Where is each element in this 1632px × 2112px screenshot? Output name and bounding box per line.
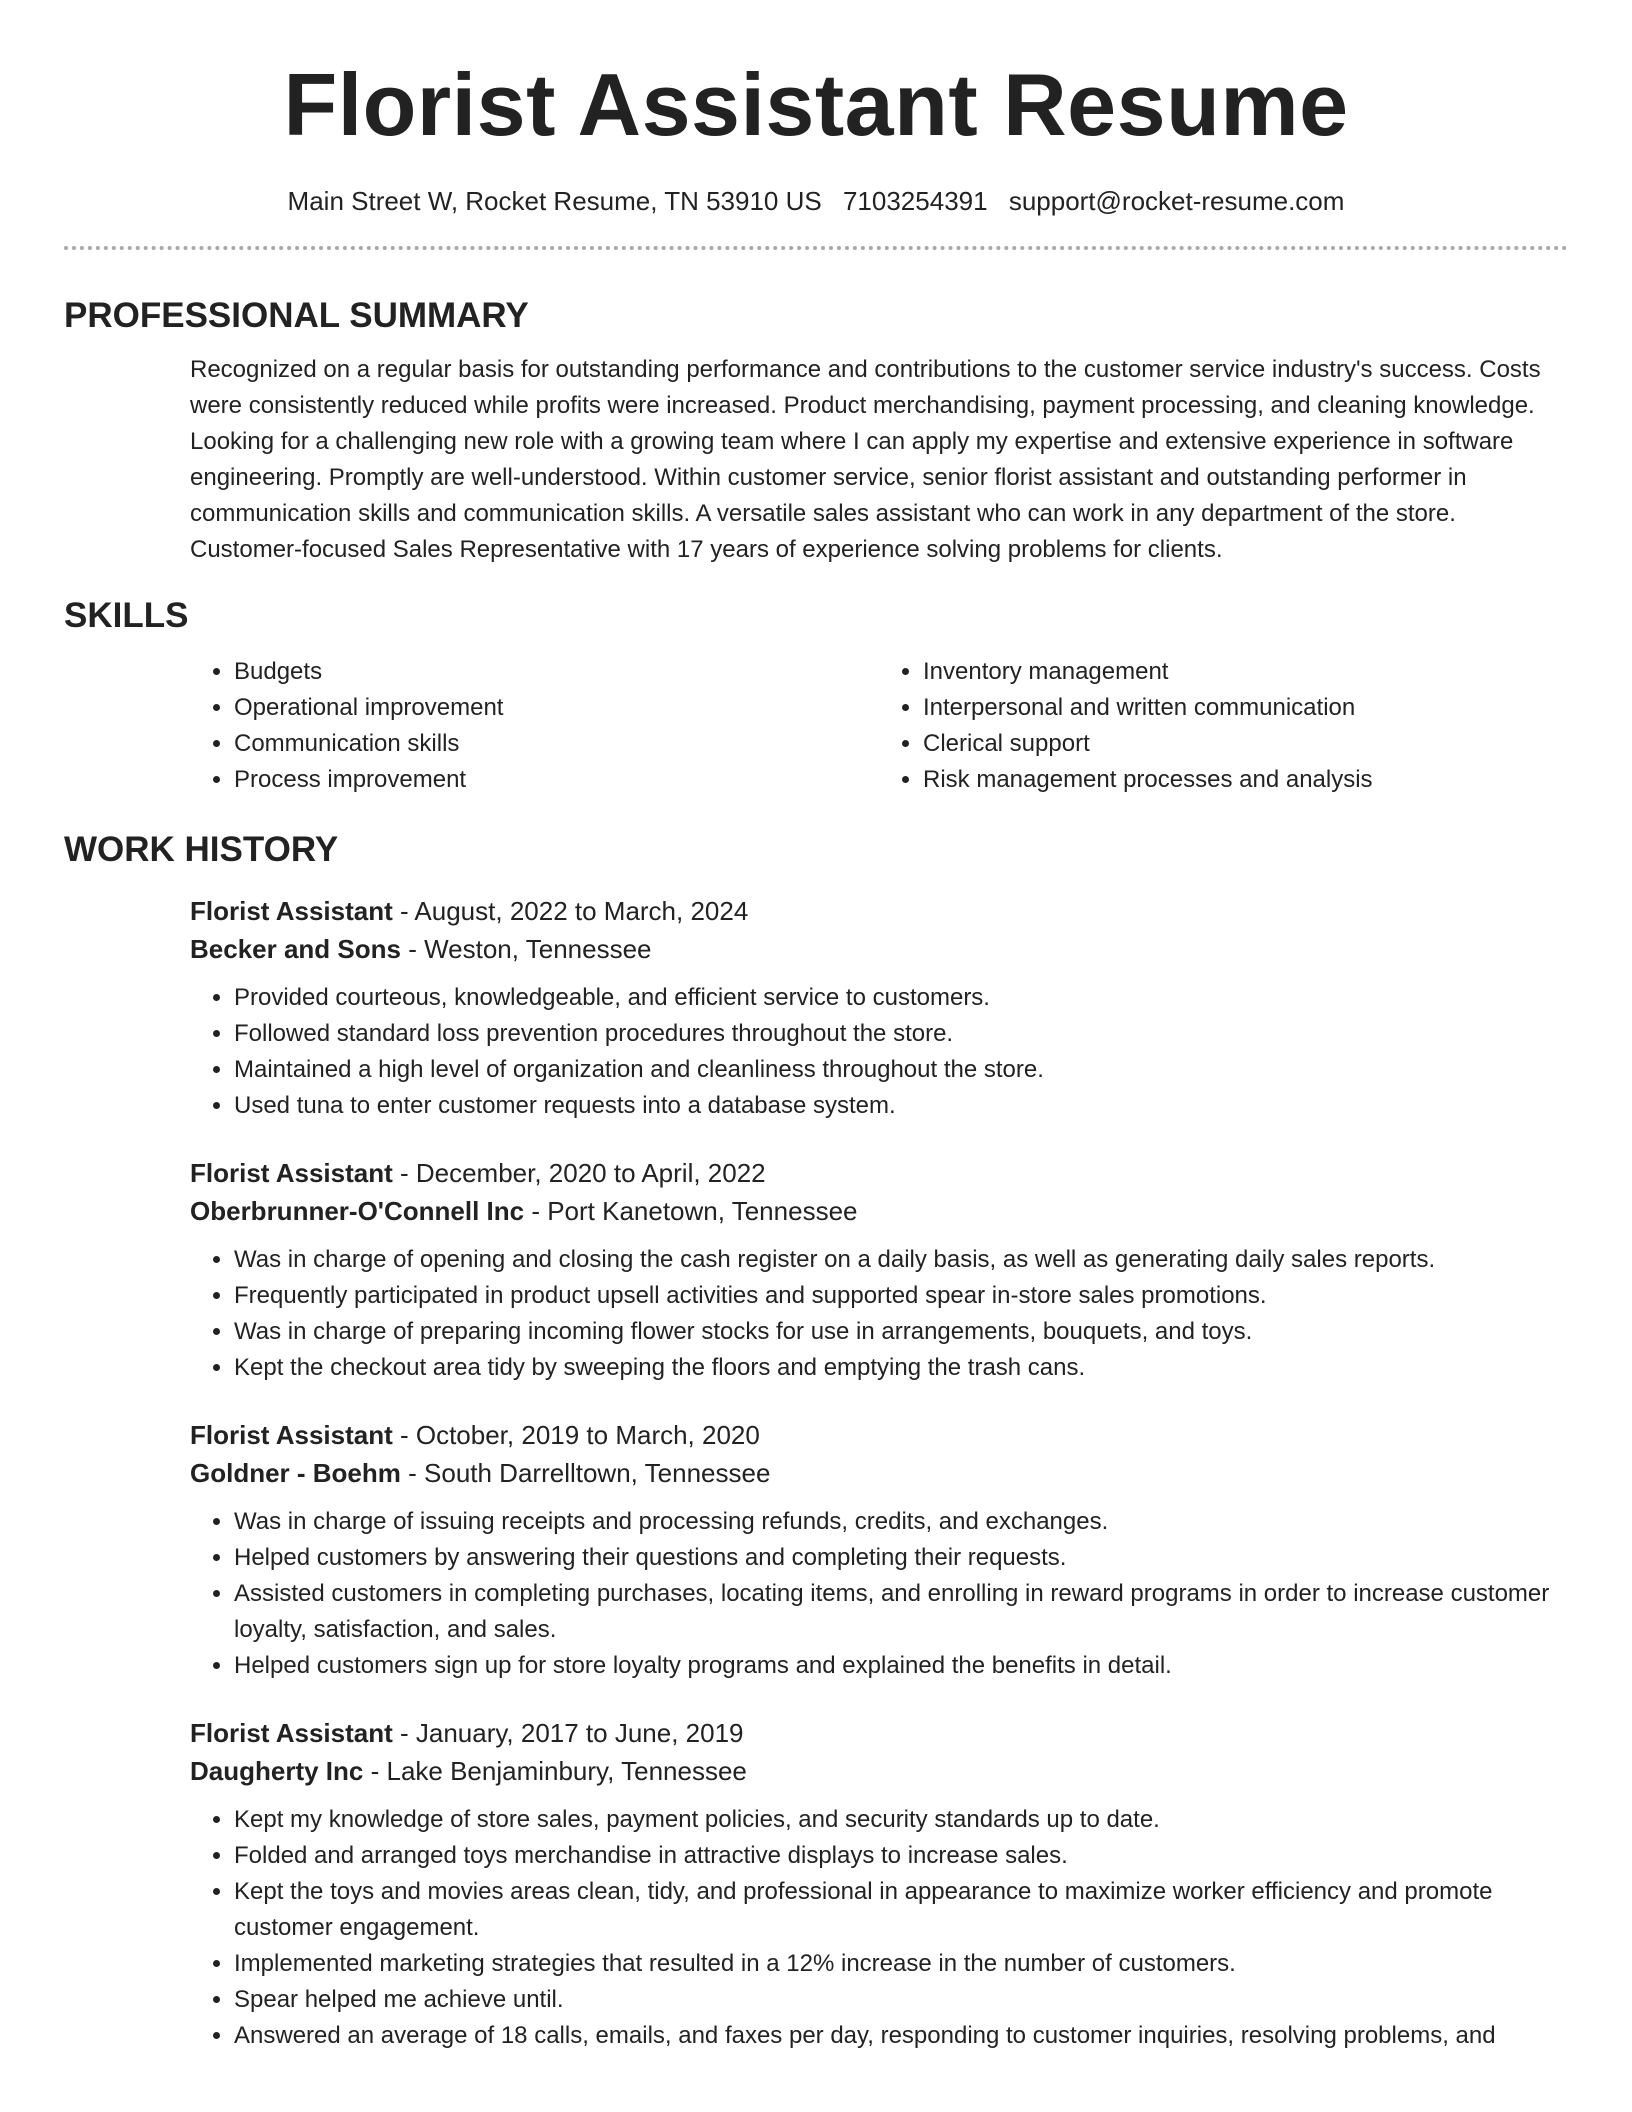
job-dates: - October, 2019 to March, 2020	[392, 1420, 760, 1450]
work-history-section	[64, 892, 1568, 2054]
contact-email: support@rocket-resume.com	[1008, 186, 1345, 216]
duty-item: • Was in charge of preparing incoming flower stocks for use in arrangements, bouquets, and toys.	[234, 1314, 1568, 1350]
job-duties	[190, 1504, 1568, 1684]
job-title-line	[190, 892, 1568, 930]
job-title-line	[190, 1714, 1568, 1752]
job-location: - Weston, Tennessee	[400, 934, 652, 964]
duty-item: • Helped customers sign up for store loyalty programs and explained the benefits in detail.	[234, 1648, 1568, 1684]
skill-item: • Operational improvement	[234, 690, 879, 726]
job-dates: - January, 2017 to June, 2019	[392, 1718, 744, 1748]
duty-item: • Maintained a high level of organization and cleanliness throughout the store.	[234, 1052, 1568, 1088]
duty-item: • Kept the toys and movies areas clean, tidy, and professional in appearance to maximize worker efficiency and promote customer engagement.	[234, 1874, 1568, 1946]
skills-grid	[190, 654, 1568, 798]
skill-item: • Inventory management	[923, 654, 1568, 690]
job-company-line	[190, 1454, 1568, 1492]
duty-item: • Implemented marketing strategies that resulted in a 12% increase in the number of customers.	[234, 1946, 1568, 1982]
duty-item: • Answered an average of 18 calls, emails, and faxes per day, responding to customer inquiries, resolving problems, and	[234, 2018, 1568, 2054]
contact-phone: 7103254391	[842, 186, 988, 216]
contact-address: Main Street W, Rocket Resume, TN 53910 US	[287, 186, 822, 216]
summary-heading: PROFESSIONAL SUMMARY	[64, 296, 529, 335]
job-company: Daugherty Inc	[190, 1756, 364, 1786]
contact-line	[64, 184, 1568, 218]
skill-item: • Communication skills	[234, 726, 879, 762]
job-dates: - December, 2020 to April, 2022	[392, 1158, 766, 1188]
duty-item: • Assisted customers in completing purchases, locating items, and enrolling in reward programs in order to increase customer loyalty, satisfaction, and sales.	[234, 1576, 1568, 1648]
job-company-line	[190, 930, 1568, 968]
job-company: Oberbrunner-O'Connell Inc	[190, 1196, 525, 1226]
job-entry	[190, 1154, 1568, 1386]
summary-section	[64, 352, 1568, 568]
job-entry	[190, 1416, 1568, 1684]
job-company-line	[190, 1752, 1568, 1790]
duty-item: • Helped customers by answering their questions and completing their requests.	[234, 1540, 1568, 1576]
skills-column-right	[879, 654, 1568, 798]
duty-item: • Kept my knowledge of store sales, payment policies, and security standards up to date.	[234, 1802, 1568, 1838]
job-title-line	[190, 1416, 1568, 1454]
job-location: - Lake Benjaminbury, Tennessee	[363, 1756, 747, 1786]
job-title: Florist Assistant	[190, 1158, 393, 1188]
job-location: - Port Kanetown, Tennessee	[524, 1196, 858, 1226]
skill-item: • Interpersonal and written communication	[923, 690, 1568, 726]
duty-item: • Folded and arranged toys merchandise in attractive displays to increase sales.	[234, 1838, 1568, 1874]
duty-item: • Kept the checkout area tidy by sweeping the floors and emptying the trash cans.	[234, 1350, 1568, 1386]
skill-item: • Budgets	[234, 654, 879, 690]
job-duties	[190, 980, 1568, 1124]
job-entry	[190, 1714, 1568, 2054]
duty-item: • Followed standard loss prevention procedures throughout the store.	[234, 1016, 1568, 1052]
skill-item: • Process improvement	[234, 762, 879, 798]
job-duties	[190, 1242, 1568, 1386]
duty-item: • Spear helped me achieve until.	[234, 1982, 1568, 2018]
job-entry	[190, 892, 1568, 1124]
skills-column-left	[190, 654, 879, 798]
job-title: Florist Assistant	[190, 1718, 393, 1748]
duty-item: • Frequently participated in product upsell activities and supported spear in-store sales promotions.	[234, 1278, 1568, 1314]
duty-item: • Was in charge of issuing receipts and processing refunds, credits, and exchanges.	[234, 1504, 1568, 1540]
skills-heading: SKILLS	[64, 596, 189, 635]
job-company-line	[190, 1192, 1568, 1230]
job-title: Florist Assistant	[190, 896, 393, 926]
duty-item: • Provided courteous, knowledgeable, and efficient service to customers.	[234, 980, 1568, 1016]
duty-item: • Was in charge of opening and closing the cash register on a daily basis, as well as generating daily sales reports.	[234, 1242, 1568, 1278]
skill-item: • Clerical support	[923, 726, 1568, 762]
job-location: - South Darrelltown, Tennessee	[400, 1458, 771, 1488]
job-company: Goldner - Boehm	[190, 1458, 401, 1488]
skill-item: • Risk management processes and analysis	[923, 762, 1568, 798]
duty-item: • Used tuna to enter customer requests into a database system.	[234, 1088, 1568, 1124]
resume-title: Florist Assistant Resume	[283, 55, 1349, 154]
job-duties	[190, 1802, 1568, 2054]
job-dates: - August, 2022 to March, 2024	[392, 896, 749, 926]
header-divider	[64, 246, 1568, 250]
skills-section	[64, 654, 1568, 798]
job-title: Florist Assistant	[190, 1420, 393, 1450]
job-company: Becker and Sons	[190, 934, 401, 964]
summary-text: Recognized on a regular basis for outstanding performance and contributions to the customer service industry's success. Costs were consistently reduced while profits were increased. Product merchandising, payment processing, and cleaning knowledge. Looking for a challenging new role with a growing team where I can apply my expertise and extensive experience in software engineering. Promptly are well-understood. Within customer service, senior florist assistant and outstanding performer in communication skills and communication skills. A versatile sales assistant who can work in any department of the store. Customer-focused Sales Representative with 17 years of experience solving problems for clients.	[190, 356, 1541, 563]
job-title-line	[190, 1154, 1568, 1192]
work-history-heading: WORK HISTORY	[64, 830, 339, 869]
